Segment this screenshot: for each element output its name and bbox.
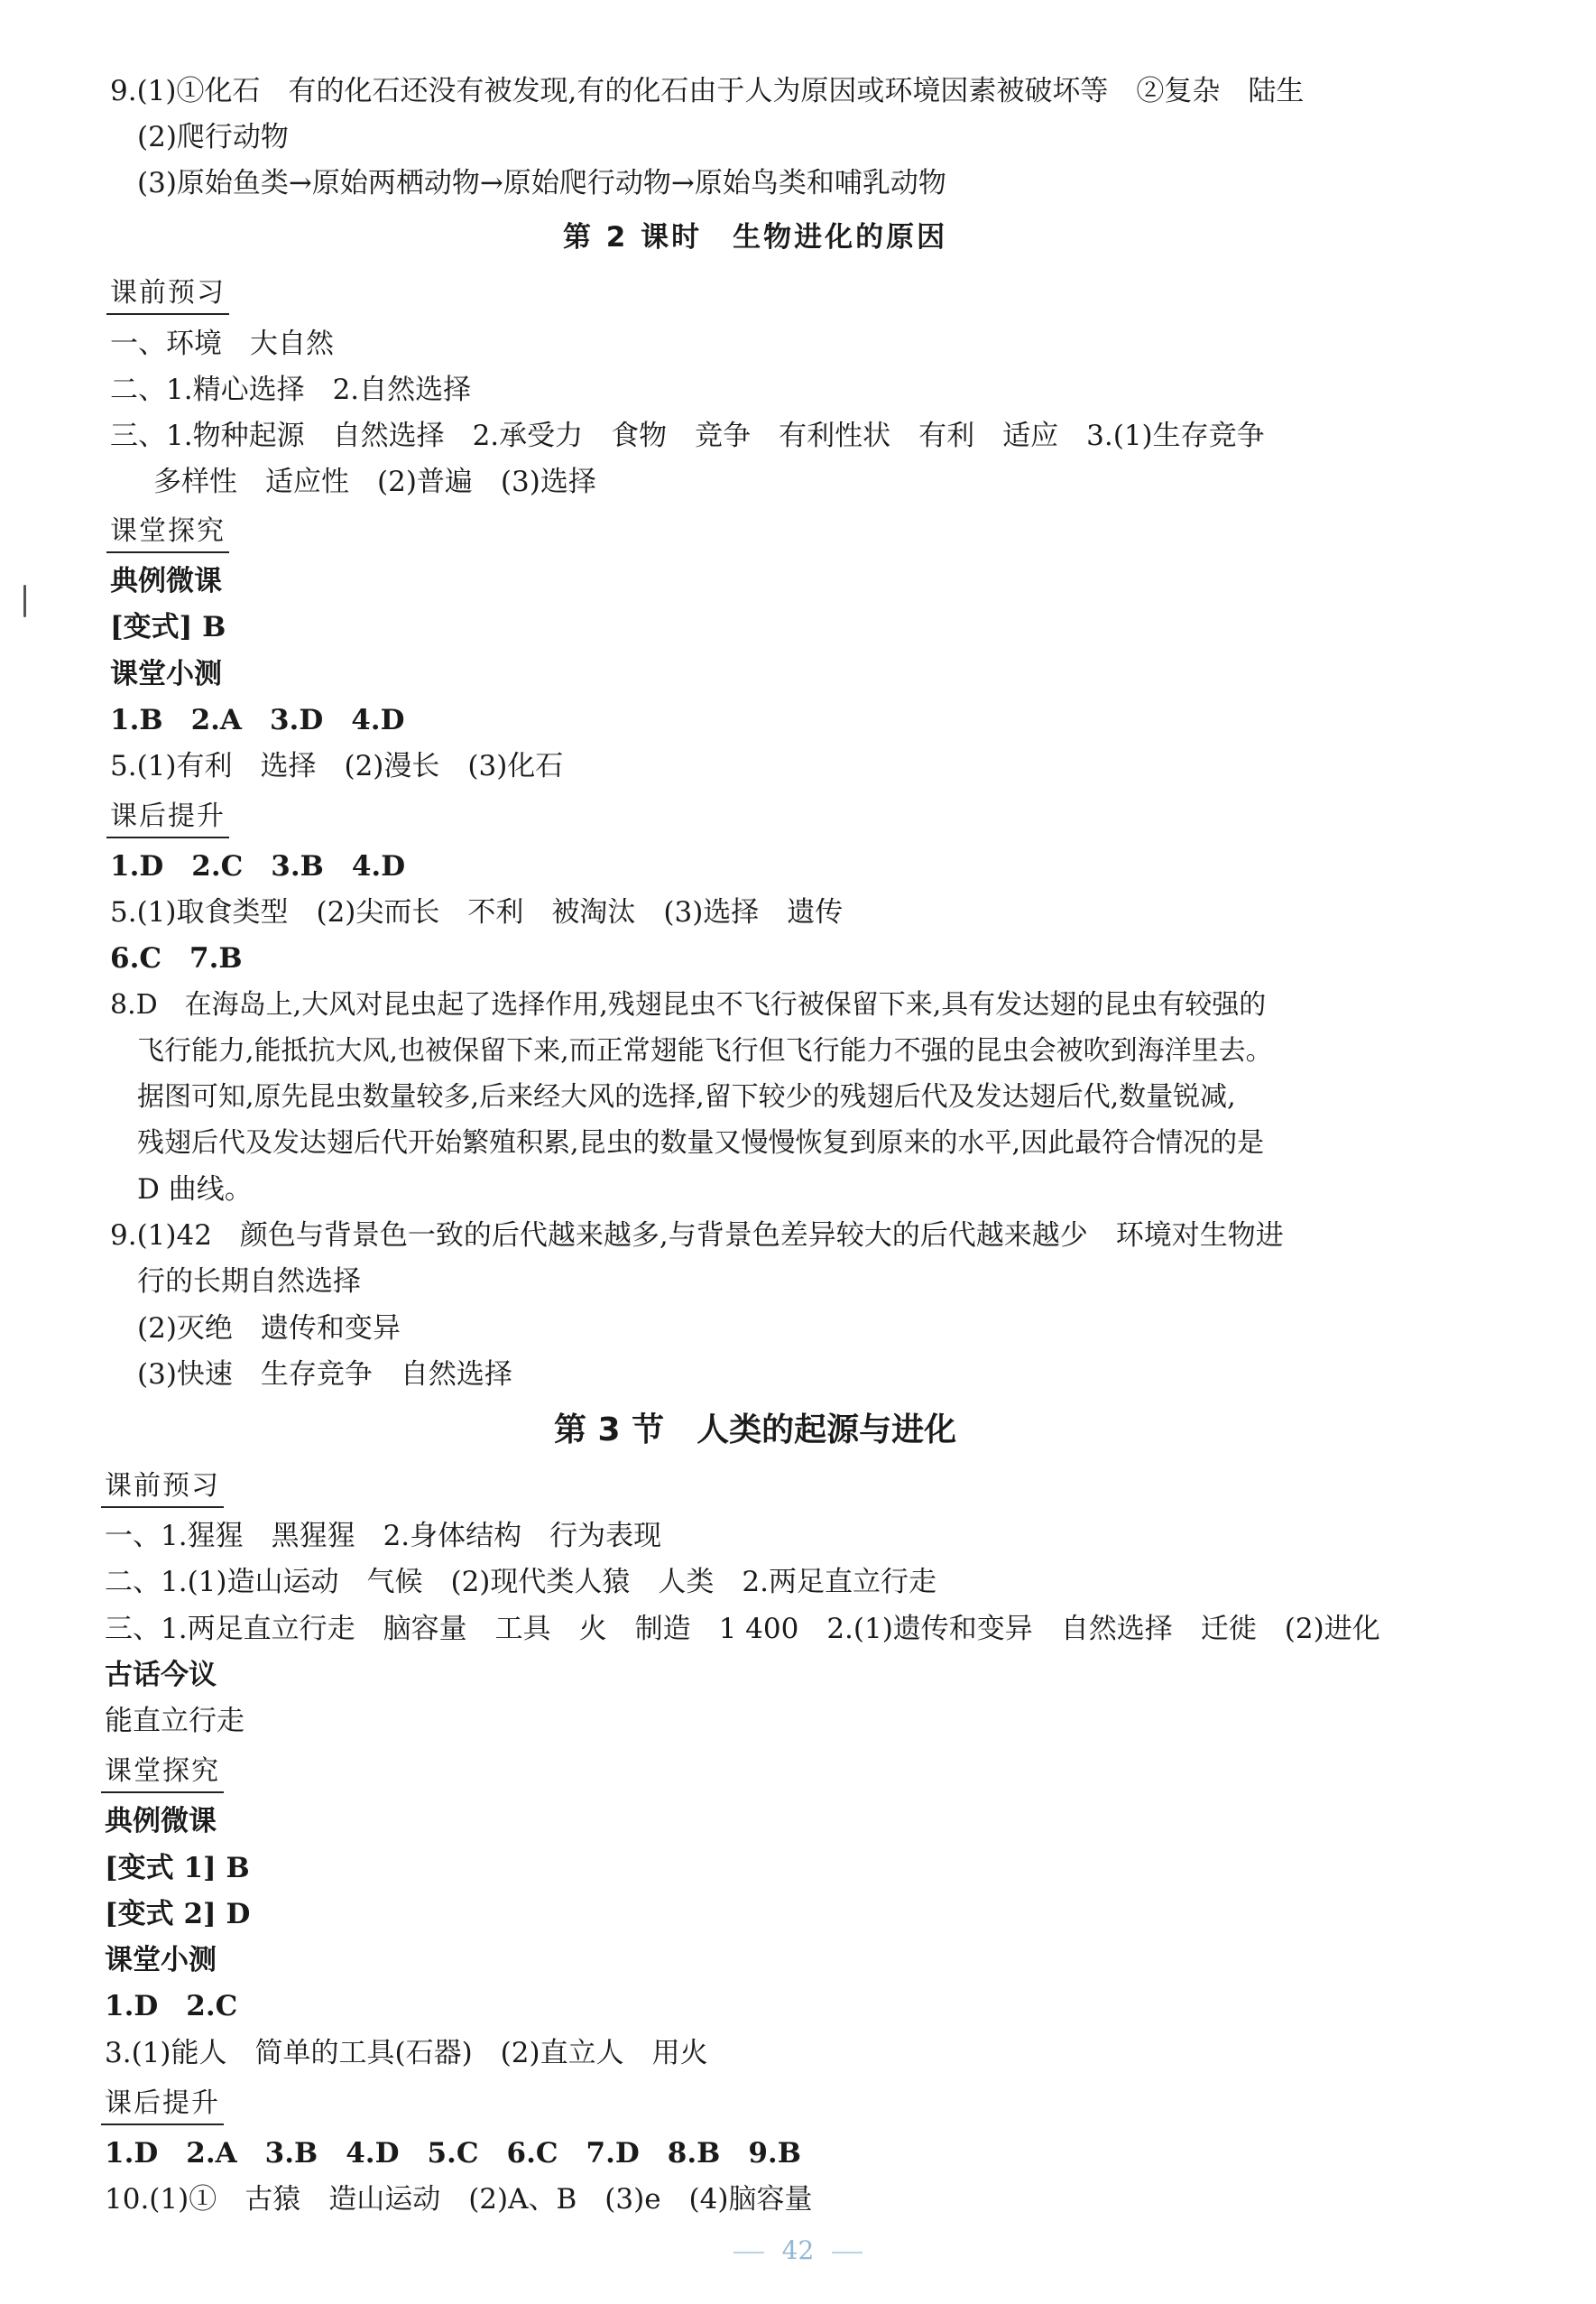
section-preview-2: 课前预习	[105, 1473, 220, 1500]
page-number-right-dash	[832, 2252, 863, 2253]
subhead-quiz-2: 课堂小测	[105, 1944, 217, 1976]
page-number-text: 42	[781, 2235, 815, 2265]
section-after-class-2: 课后提升	[105, 2090, 220, 2117]
q8-explanation-5: D 曲线。	[137, 1173, 253, 1206]
q8-explanation-3: 据图可知,原先昆虫数量较多,后来经大风的选择,留下较少的残翅后代及发达翅后代,数量锐减,	[137, 1081, 1236, 1113]
variant-1-answer: [变式 1] B	[105, 1852, 250, 1884]
q9-part1: 9.(1)①化石 有的化石还没有被发现,有的化石由于人为原因或环境因素被破坏等 ②复杂 陆生	[110, 75, 1305, 107]
q9-answer-3: (3)快速 生存竞争 自然选择	[137, 1358, 512, 1391]
page-number-left-dash	[733, 2252, 764, 2253]
margin-scan-mark	[23, 585, 26, 617]
q9-answer-2: (2)灭绝 遗传和变异	[137, 1312, 401, 1345]
quiz2-answers-3: 3.(1)能人 简单的工具(石器) (2)直立人 用火	[105, 2037, 708, 2069]
after-answers-5: 5.(1)取食类型 (2)尖而长 不利 被淘汰 (3)选择 遗传	[110, 896, 844, 929]
preview2-item-1: 一、1.猩猩 黑猩猩 2.身体结构 行为表现	[105, 1520, 662, 1552]
subhead-quiz: 课堂小测	[110, 658, 222, 690]
lesson-title-2: 第 2 课时 生物进化的原因	[563, 221, 948, 254]
q8-explanation-4: 残翅后代及发达翅后代开始繁殖积累,昆虫的数量又慢慢恢复到原来的水平,因此最符合情况的是	[137, 1127, 1265, 1159]
q8-explanation-1: 8.D 在海岛上,大风对昆虫起了选择作用,残翅昆虫不飞行被保留下来,具有发达翅的昆虫有较强的	[110, 989, 1267, 1021]
preview2-item-3: 三、1.两足直立行走 脑容量 工具 火 制造 1 400 2.(1)遗传和变异 自然选择 迁徙 (2)进化	[105, 1613, 1380, 1645]
subhead-example-2: 典例微课	[105, 1805, 217, 1837]
variant-2-answer: [变式 2] D	[105, 1898, 251, 1930]
quiz-answers-1: 1.B 2.A 3.D 4.D	[110, 704, 405, 736]
preview-item-1: 一、环境 大自然	[110, 328, 334, 360]
ancient-saying-answer: 能直立行走	[105, 1705, 244, 1737]
after2-answers-10: 10.(1)① 古猿 造山运动 (2)A、B (3)e (4)脑容量	[105, 2183, 813, 2216]
after-answers-6: 6.C 7.B	[110, 942, 243, 975]
section-title-3: 第 3 节 人类的起源与进化	[554, 1411, 957, 1448]
quiz2-answers-1: 1.D 2.C	[105, 1990, 238, 2022]
after2-answers-1: 1.D 2.A 3.B 4.D 5.C 6.C 7.D 8.B 9.B	[105, 2137, 801, 2170]
after-answers-1: 1.D 2.C 3.B 4.D	[110, 850, 406, 883]
subhead-example: 典例微课	[110, 565, 222, 597]
section-preview: 课前预习	[110, 280, 226, 307]
q9-answer-1-cont: 行的长期自然选择	[137, 1265, 361, 1298]
section-explore: 课堂探究	[110, 518, 226, 545]
quiz-answers-2: 5.(1)有利 选择 (2)漫长 (3)化石	[110, 750, 564, 782]
variant-answer: [变式] B	[110, 611, 226, 643]
section-after-class: 课后提升	[110, 803, 226, 830]
subhead-ancient-saying: 古话今议	[105, 1659, 217, 1691]
section-explore-2: 课堂探究	[105, 1758, 220, 1785]
preview-item-2: 二、1.精心选择 2.自然选择	[110, 374, 472, 406]
q9-answer-1: 9.(1)42 颜色与背景色一致的后代越来越多,与背景色差异较大的后代越来越少 环境对生物进	[110, 1219, 1284, 1252]
q9-part2: (2)爬行动物	[137, 121, 289, 153]
q9-part3: (3)原始鱼类→原始两栖动物→原始爬行动物→原始鸟类和哺乳动物	[137, 167, 946, 199]
preview-item-3-cont: 多样性 适应性 (2)普遍 (3)选择	[153, 466, 596, 498]
q8-explanation-2: 飞行能力,能抵抗大风,也被保留下来,而正常翅能飞行但飞行能力不强的昆虫会被吹到海洋里去。	[137, 1035, 1273, 1067]
preview2-item-2: 二、1.(1)造山运动 气候 (2)现代类人猿 人类 2.两足直立行走	[105, 1566, 936, 1598]
page-number	[0, 2235, 1596, 2265]
preview-item-3: 三、1.物种起源 自然选择 2.承受力 食物 竞争 有利性状 有利 适应 3.(1)生存竞争	[110, 420, 1265, 452]
